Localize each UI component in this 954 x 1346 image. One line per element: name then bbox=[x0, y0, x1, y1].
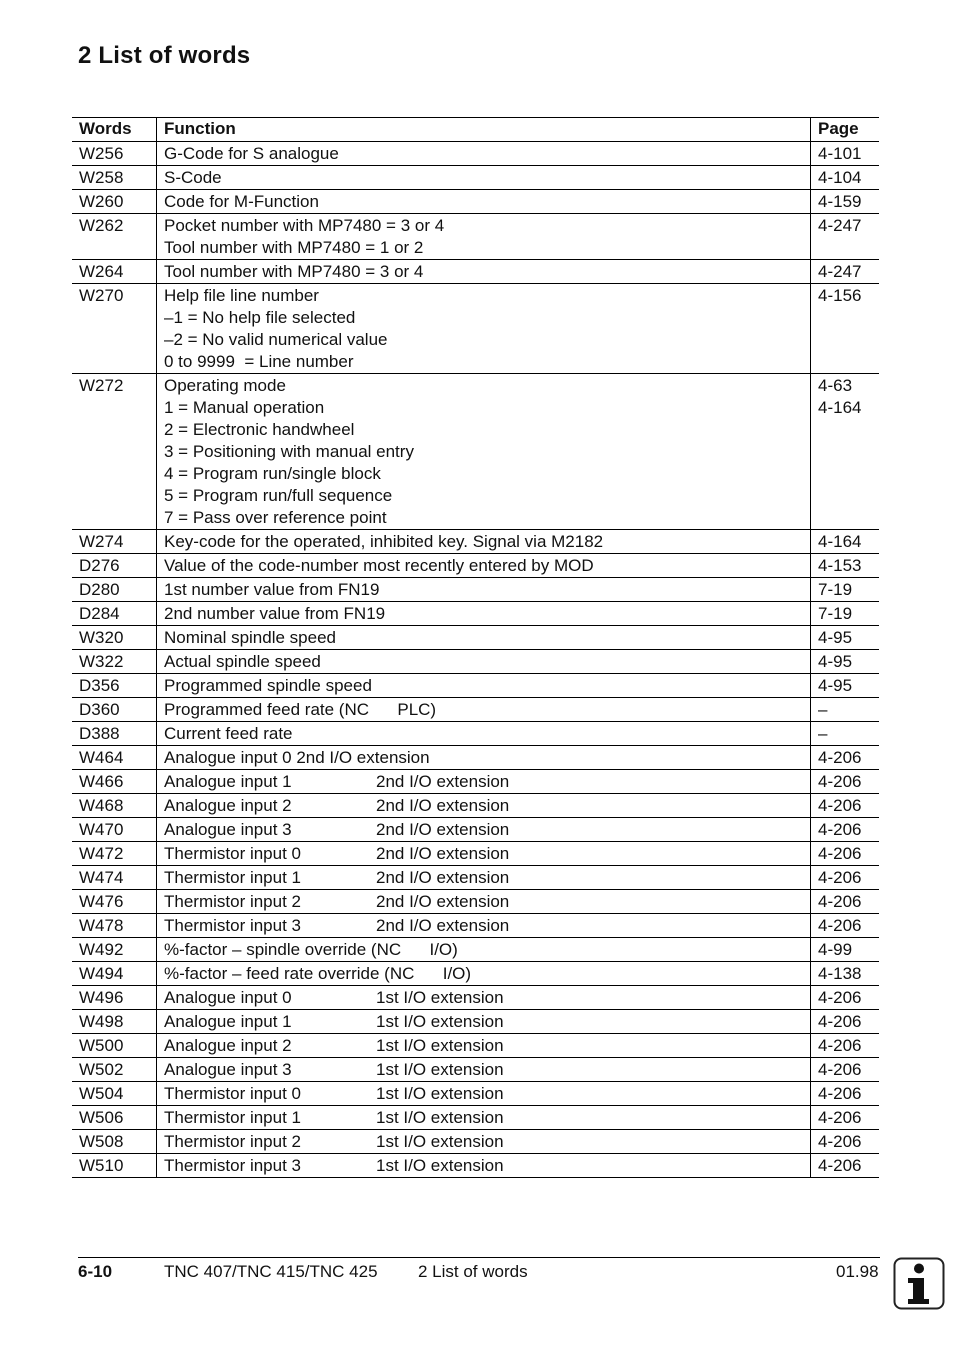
table-row bbox=[72, 554, 879, 578]
footer-date: 01.98 bbox=[836, 1262, 879, 1281]
function-line: Nominal spindle speed bbox=[164, 628, 336, 647]
function-line: S-Code bbox=[164, 168, 222, 187]
page-reference: 4-206 bbox=[818, 892, 862, 911]
page-reference: 4-206 bbox=[818, 1036, 862, 1055]
function-cell bbox=[157, 650, 811, 674]
page-cell bbox=[811, 722, 880, 746]
word-cell: W274 bbox=[72, 530, 157, 554]
page-title: 2 List of words bbox=[78, 42, 251, 69]
table-row bbox=[72, 1130, 879, 1154]
column-header-page: Page bbox=[811, 118, 880, 142]
io-extension-text: 1st I/O extension bbox=[376, 988, 504, 1007]
footer-divider bbox=[78, 1257, 880, 1258]
function-cell bbox=[157, 962, 811, 986]
page-cell bbox=[811, 938, 880, 962]
page-reference: 4-206 bbox=[818, 1156, 862, 1175]
page-reference: – bbox=[818, 700, 828, 719]
table-row bbox=[72, 190, 879, 214]
page-reference: 4-206 bbox=[818, 796, 862, 815]
page-reference: 4-206 bbox=[818, 1060, 862, 1079]
column-header-words: Words bbox=[72, 118, 157, 142]
page-cell bbox=[811, 866, 880, 890]
function-text: Analogue input 2 bbox=[164, 796, 292, 815]
io-extension-text: 1st I/O extension bbox=[376, 1084, 504, 1103]
word-cell: W272 bbox=[72, 374, 157, 530]
table-row bbox=[72, 578, 879, 602]
page-reference: 4-206 bbox=[818, 1108, 862, 1127]
page-cell bbox=[811, 1106, 880, 1130]
io-extension-text: 2nd I/O extension bbox=[376, 892, 510, 911]
page-cell bbox=[811, 914, 880, 938]
page-cell bbox=[811, 374, 880, 530]
page-reference: 4-206 bbox=[818, 820, 862, 839]
page-cell bbox=[811, 578, 880, 602]
function-cell bbox=[157, 530, 811, 554]
function-line: 1 = Manual operation bbox=[164, 398, 325, 417]
table-row bbox=[72, 1106, 879, 1130]
word-cell: W262 bbox=[72, 214, 157, 260]
function-cell bbox=[157, 746, 811, 770]
page-cell bbox=[811, 986, 880, 1010]
io-extension-text: 1st I/O extension bbox=[376, 1012, 504, 1031]
io-extension-text: 1st I/O extension bbox=[376, 1108, 504, 1127]
page-cell bbox=[811, 698, 880, 722]
page-reference: 4-164 bbox=[818, 398, 862, 417]
function-line: Operating mode bbox=[164, 376, 286, 395]
page-cell bbox=[811, 626, 880, 650]
page-reference: 4-206 bbox=[818, 1132, 862, 1151]
page-reference: 4-206 bbox=[818, 748, 862, 767]
page-reference: 4-206 bbox=[818, 1084, 862, 1103]
function-cell bbox=[157, 166, 811, 190]
page-reference: 4-99 bbox=[818, 940, 853, 959]
table-row bbox=[72, 986, 879, 1010]
table-row bbox=[72, 260, 879, 284]
function-cell bbox=[157, 938, 811, 962]
io-extension-text: 2nd I/O extension bbox=[376, 868, 510, 887]
table-row bbox=[72, 962, 879, 986]
word-cell: W508 bbox=[72, 1130, 157, 1154]
word-cell: W320 bbox=[72, 626, 157, 650]
io-extension-text: 2nd I/O extension bbox=[376, 844, 510, 863]
function-line: Pocket number with MP7480 = 3 or 4 bbox=[164, 216, 445, 235]
table-row bbox=[72, 866, 879, 890]
page-reference: 4-206 bbox=[818, 772, 862, 791]
word-cell: W510 bbox=[72, 1154, 157, 1178]
page-reference: 4-247 bbox=[818, 216, 862, 235]
page-cell bbox=[811, 1082, 880, 1106]
page-reference: – bbox=[818, 724, 828, 743]
function-line: G-Code for S analogue bbox=[164, 144, 339, 163]
function-line: 5 = Program run/full sequence bbox=[164, 486, 393, 505]
word-cell: W472 bbox=[72, 842, 157, 866]
function-cell bbox=[157, 1082, 811, 1106]
function-line: 7 = Pass over reference point bbox=[164, 508, 387, 527]
page-reference: 4-206 bbox=[818, 1012, 862, 1031]
function-cell bbox=[157, 986, 811, 1010]
word-cell: W504 bbox=[72, 1082, 157, 1106]
function-cell bbox=[157, 1058, 811, 1082]
word-cell: W464 bbox=[72, 746, 157, 770]
function-text: Analogue input 1 bbox=[164, 1012, 292, 1031]
page-reference: 4-95 bbox=[818, 628, 853, 647]
word-cell: W466 bbox=[72, 770, 157, 794]
io-extension-text: 1st I/O extension bbox=[376, 1060, 504, 1079]
table-row bbox=[72, 1034, 879, 1058]
function-line: Analogue input 0 2nd I/O extension bbox=[164, 748, 430, 767]
function-text: Analogue input 3 bbox=[164, 1060, 292, 1079]
function-cell bbox=[157, 214, 811, 260]
function-text: Thermistor input 1 bbox=[164, 1108, 301, 1127]
word-cell: D284 bbox=[72, 602, 157, 626]
function-text: Thermistor input 3 bbox=[164, 1156, 301, 1175]
table-row bbox=[72, 770, 879, 794]
function-cell bbox=[157, 770, 811, 794]
page-reference: 4-206 bbox=[818, 844, 862, 863]
word-cell: W474 bbox=[72, 866, 157, 890]
function-text: Thermistor input 2 bbox=[164, 1132, 301, 1151]
function-text: Analogue input 1 bbox=[164, 772, 292, 791]
page-reference: 4-164 bbox=[818, 532, 862, 551]
page-cell bbox=[811, 1034, 880, 1058]
function-cell bbox=[157, 554, 811, 578]
page-reference: 7-19 bbox=[818, 604, 853, 623]
function-line: Actual spindle speed bbox=[164, 652, 321, 671]
page-reference: 4-156 bbox=[818, 286, 862, 305]
function-cell bbox=[157, 890, 811, 914]
function-line: Programmed feed rate (NC PLC) bbox=[164, 700, 437, 719]
page-cell bbox=[811, 260, 880, 284]
page-cell bbox=[811, 794, 880, 818]
word-cell: D276 bbox=[72, 554, 157, 578]
function-text: Analogue input 3 bbox=[164, 820, 292, 839]
table-row bbox=[72, 914, 879, 938]
function-line: Key-code for the operated, inhibited key. Signal via M2182 bbox=[164, 532, 604, 551]
function-cell bbox=[157, 674, 811, 698]
table-row bbox=[72, 626, 879, 650]
page-cell bbox=[811, 650, 880, 674]
function-cell bbox=[157, 1154, 811, 1178]
table-row bbox=[72, 284, 879, 374]
page-reference: 4-206 bbox=[818, 988, 862, 1007]
word-cell: W270 bbox=[72, 284, 157, 374]
function-line: %-factor – spindle override (NC I/O) bbox=[164, 940, 458, 959]
table-row bbox=[72, 698, 879, 722]
table-row bbox=[72, 374, 879, 530]
table-row bbox=[72, 530, 879, 554]
word-cell: W496 bbox=[72, 986, 157, 1010]
page-cell bbox=[811, 962, 880, 986]
word-cell: W494 bbox=[72, 962, 157, 986]
footer-page-number: 6-10 bbox=[78, 1262, 113, 1281]
table-row bbox=[72, 890, 879, 914]
io-extension-text: 1st I/O extension bbox=[376, 1156, 504, 1175]
word-cell: W470 bbox=[72, 818, 157, 842]
io-extension-text: 2nd I/O extension bbox=[376, 772, 510, 791]
page-cell bbox=[811, 602, 880, 626]
function-cell bbox=[157, 842, 811, 866]
function-line: –1 = No help file selected bbox=[164, 308, 356, 327]
function-cell bbox=[157, 1106, 811, 1130]
words-table-body bbox=[72, 142, 879, 1178]
function-text: Thermistor input 2 bbox=[164, 892, 301, 911]
word-cell: W492 bbox=[72, 938, 157, 962]
word-cell: W476 bbox=[72, 890, 157, 914]
page-cell bbox=[811, 890, 880, 914]
page-cell bbox=[811, 1058, 880, 1082]
table-row bbox=[72, 650, 879, 674]
function-line: 4 = Program run/single block bbox=[164, 464, 381, 483]
table-row bbox=[72, 1058, 879, 1082]
table-row bbox=[72, 1010, 879, 1034]
page-reference: 4-95 bbox=[818, 652, 853, 671]
page-cell bbox=[811, 746, 880, 770]
function-cell bbox=[157, 626, 811, 650]
page-reference: 4-153 bbox=[818, 556, 862, 575]
table-row bbox=[72, 1082, 879, 1106]
word-cell: W264 bbox=[72, 260, 157, 284]
function-cell bbox=[157, 1130, 811, 1154]
table-row bbox=[72, 722, 879, 746]
word-cell: D360 bbox=[72, 698, 157, 722]
function-cell bbox=[157, 260, 811, 284]
table-row bbox=[72, 818, 879, 842]
function-line: Programmed spindle speed bbox=[164, 676, 372, 695]
page-cell bbox=[811, 674, 880, 698]
page-cell bbox=[811, 554, 880, 578]
function-cell bbox=[157, 284, 811, 374]
word-cell: D280 bbox=[72, 578, 157, 602]
word-cell: W498 bbox=[72, 1010, 157, 1034]
function-line: Help file line number bbox=[164, 286, 319, 305]
page-reference: 4-206 bbox=[818, 868, 862, 887]
page-reference: 7-19 bbox=[818, 580, 853, 599]
word-cell: W256 bbox=[72, 142, 157, 166]
table-row bbox=[72, 674, 879, 698]
table-row bbox=[72, 166, 879, 190]
function-line: 1st number value from FN19 bbox=[164, 580, 380, 599]
io-extension-text: 2nd I/O extension bbox=[376, 820, 510, 839]
function-line: Value of the code-number most recently entered by MOD bbox=[164, 556, 594, 575]
footer-manual-title: TNC 407/TNC 415/TNC 425 bbox=[164, 1262, 378, 1281]
word-cell: W506 bbox=[72, 1106, 157, 1130]
function-line: Tool number with MP7480 = 3 or 4 bbox=[164, 262, 424, 281]
function-text: Thermistor input 3 bbox=[164, 916, 301, 935]
word-cell: W500 bbox=[72, 1034, 157, 1058]
function-line: 2 = Electronic handwheel bbox=[164, 420, 355, 439]
function-cell bbox=[157, 1034, 811, 1058]
io-extension-text: 1st I/O extension bbox=[376, 1132, 504, 1151]
function-cell bbox=[157, 914, 811, 938]
table-row bbox=[72, 602, 879, 626]
page-cell bbox=[811, 842, 880, 866]
page-cell bbox=[811, 190, 880, 214]
word-cell: W258 bbox=[72, 166, 157, 190]
page-cell bbox=[811, 166, 880, 190]
footer-chapter: 2 List of words bbox=[418, 1262, 528, 1281]
function-line: 3 = Positioning with manual entry bbox=[164, 442, 414, 461]
function-line: Code for M-Function bbox=[164, 192, 319, 211]
function-line: Current feed rate bbox=[164, 724, 293, 743]
function-line: –2 = No valid numerical value bbox=[164, 330, 388, 349]
io-extension-text: 2nd I/O extension bbox=[376, 916, 510, 935]
page-cell bbox=[811, 530, 880, 554]
function-text: Thermistor input 0 bbox=[164, 844, 301, 863]
table-row bbox=[72, 1154, 879, 1178]
table-row bbox=[72, 746, 879, 770]
page-cell bbox=[811, 818, 880, 842]
table-row bbox=[72, 794, 879, 818]
function-line: %-factor – feed rate override (NC I/O) bbox=[164, 964, 472, 983]
page-cell bbox=[811, 284, 880, 374]
page-reference: 4-101 bbox=[818, 144, 862, 163]
function-cell bbox=[157, 866, 811, 890]
function-text: Thermistor input 1 bbox=[164, 868, 301, 887]
page-reference: 4-247 bbox=[818, 262, 862, 281]
word-cell: W260 bbox=[72, 190, 157, 214]
page-reference: 4-104 bbox=[818, 168, 862, 187]
function-line: 0 to 9999 = Line number bbox=[164, 352, 354, 371]
table-row bbox=[72, 142, 879, 166]
table-row bbox=[72, 214, 879, 260]
words-table bbox=[72, 117, 879, 1178]
word-cell: D356 bbox=[72, 674, 157, 698]
function-text: Thermistor input 0 bbox=[164, 1084, 301, 1103]
word-cell: D388 bbox=[72, 722, 157, 746]
function-line: 2nd number value from FN19 bbox=[164, 604, 386, 623]
page-reference: 4-206 bbox=[818, 916, 862, 935]
function-cell bbox=[157, 578, 811, 602]
function-cell bbox=[157, 602, 811, 626]
function-text: Analogue input 0 bbox=[164, 988, 292, 1007]
function-cell bbox=[157, 698, 811, 722]
io-extension-text: 1st I/O extension bbox=[376, 1036, 504, 1055]
column-header-function: Function bbox=[164, 119, 236, 138]
function-line: Tool number with MP7480 = 1 or 2 bbox=[164, 238, 424, 257]
function-cell bbox=[157, 190, 811, 214]
function-cell bbox=[157, 374, 811, 530]
page-cell bbox=[811, 214, 880, 260]
word-cell: W322 bbox=[72, 650, 157, 674]
page-cell bbox=[811, 142, 880, 166]
word-cell: W468 bbox=[72, 794, 157, 818]
page-reference: 4-159 bbox=[818, 192, 862, 211]
page-cell bbox=[811, 1010, 880, 1034]
function-cell bbox=[157, 142, 811, 166]
function-cell bbox=[157, 794, 811, 818]
table-row bbox=[72, 842, 879, 866]
page-cell bbox=[811, 1154, 880, 1178]
function-cell bbox=[157, 818, 811, 842]
function-text: Analogue input 2 bbox=[164, 1036, 292, 1055]
io-extension-text: 2nd I/O extension bbox=[376, 796, 510, 815]
page-reference: 4-138 bbox=[818, 964, 862, 983]
word-cell: W502 bbox=[72, 1058, 157, 1082]
table-row bbox=[72, 938, 879, 962]
function-cell bbox=[157, 722, 811, 746]
page-cell bbox=[811, 1130, 880, 1154]
page-cell bbox=[811, 770, 880, 794]
page-reference: 4-95 bbox=[818, 676, 853, 695]
page-reference: 4-63 bbox=[818, 376, 853, 395]
word-cell: W478 bbox=[72, 914, 157, 938]
function-cell bbox=[157, 1010, 811, 1034]
table-header-row bbox=[72, 118, 879, 142]
info-icon bbox=[893, 1257, 945, 1310]
